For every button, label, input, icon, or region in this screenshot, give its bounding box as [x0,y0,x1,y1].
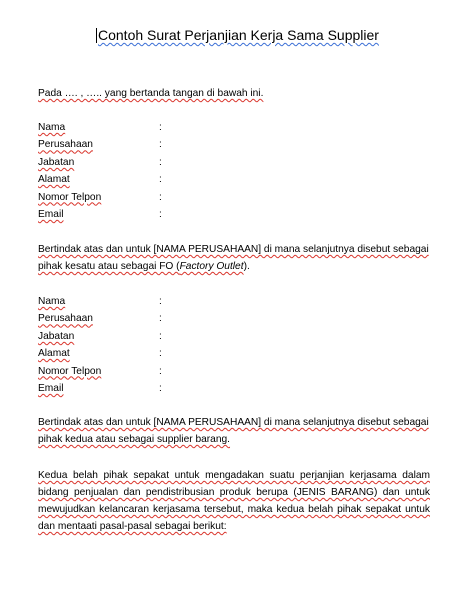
agreement-line: mewujudkan kelancaran kerjasama tersebut, maka kedua belah pihak sepakat untuk [38,504,430,515]
agreement-line: bidang penjualan dan pendistribusian produk berupa (JENIS BARANG) dan untuk [38,487,430,498]
field-row [38,119,238,136]
field-colon: : [159,382,162,394]
statement-end: ). [243,261,250,272]
field-colon: : [159,313,162,325]
first-party-fields [38,119,238,223]
field-row [38,206,238,223]
statement-line: pihak kesatu atau sebagai FO ( [38,261,180,272]
field-row [38,171,238,188]
field-row [38,293,238,310]
field-colon: : [159,330,162,342]
field-colon: : [159,296,162,307]
field-label: Perusahaan [38,139,93,151]
field-label: Jabatan [38,330,75,342]
agreement-paragraph [38,467,430,535]
field-label: Email [38,208,64,220]
agreement-line: dan mentaati pasal-pasal sebagai berikut: [38,521,227,532]
field-label: Nomor Telpon [38,191,102,203]
field-label: Nomor Telpon [38,365,102,377]
field-colon: : [159,156,162,168]
field-colon: : [159,365,162,377]
second-party-fields [38,293,238,397]
agreement-line: Kedua belah pihak sepakat untuk mengadakan suatu perjanjian kerjasama dalam [38,470,430,481]
field-row [38,328,238,345]
statement-line: Bertindak atas dan untuk [NAMA PERUSAHAAN] di mana selanjutnya disebut sebagai [38,417,429,428]
field-colon: : [159,191,162,203]
statement-italic: Factory Outlet [179,261,244,272]
field-label: Alamat [38,174,70,186]
document-title-text: Contoh Surat Perjanjian Kerja Sama Supplier [98,27,379,43]
document-title [96,27,396,43]
field-label: Nama [38,122,66,133]
field-row [38,189,238,206]
field-label: Alamat [38,348,70,360]
field-label: Jabatan [38,156,75,168]
opening-paragraph [38,85,430,102]
second-party-statement [38,414,430,448]
field-row [38,136,238,153]
field-label: Perusahaan [38,313,93,325]
field-colon: : [159,122,162,133]
field-colon: : [159,208,162,220]
field-colon: : [159,348,162,360]
statement-line: Bertindak atas dan untuk [NAMA PERUSAHAAN] di mana selanjutnya disebut sebagai [38,244,429,255]
field-row [38,310,238,327]
field-label: Nama [38,296,66,307]
statement-line: pihak kedua atau sebagai supplier barang. [38,434,231,445]
field-colon: : [159,174,162,186]
text-cursor [96,28,97,43]
field-row [38,345,238,362]
first-party-statement [38,241,430,275]
field-label: Email [38,382,64,394]
field-row [38,363,238,380]
field-row [38,380,238,397]
field-row [38,154,238,171]
field-colon: : [159,139,162,151]
opening-text: Pada …. , ….. yang bertanda tangan di bawah ini. [38,88,264,99]
